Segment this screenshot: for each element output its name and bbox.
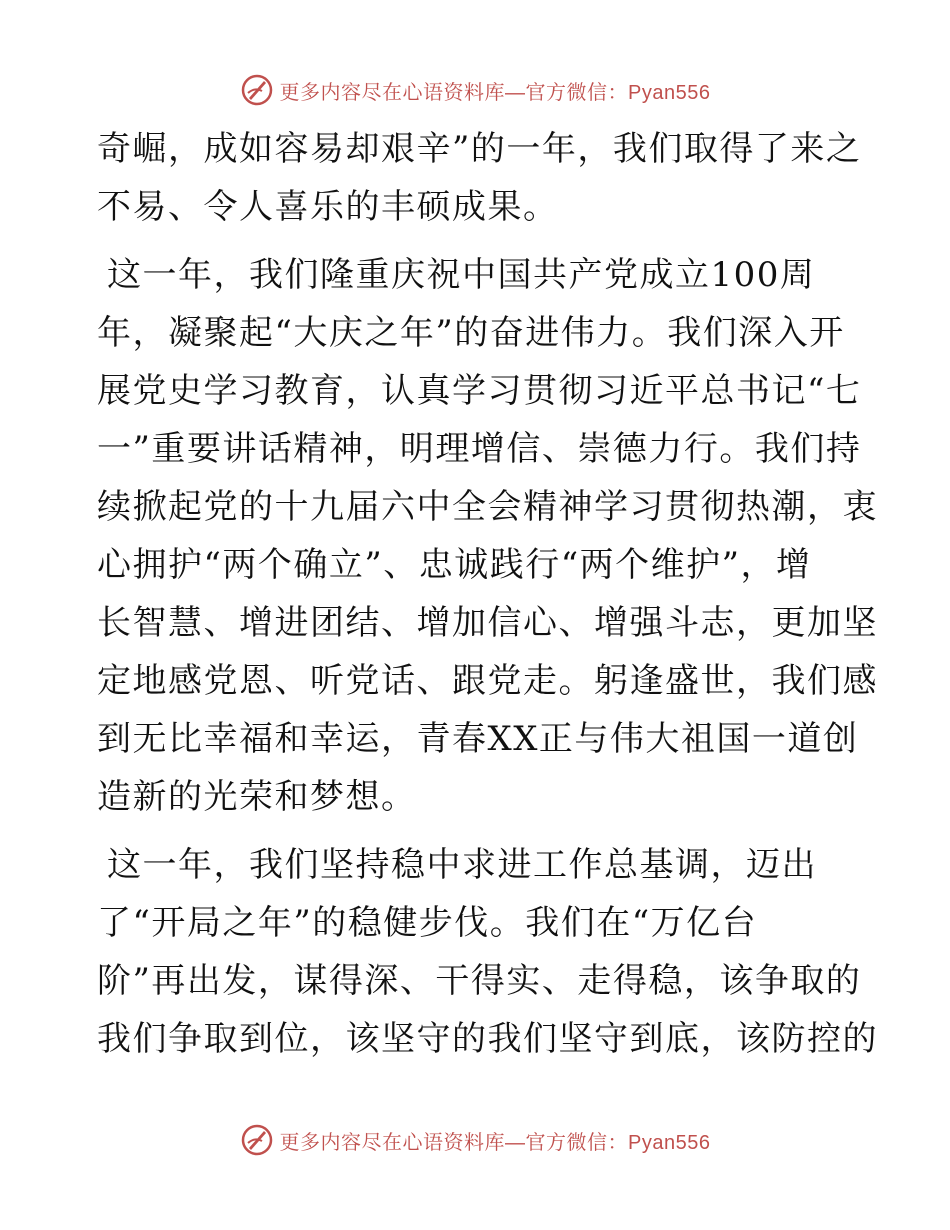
text-line: 续掀起党的十九届六中全会精神学习贯彻热潮，衷 [97,487,878,527]
text-line: 长智慧、增进团结、增加信心、增强斗志，更加坚 [97,603,878,643]
paragraph-3 [97,836,878,1068]
text-line: 了“开局之年”的稳健步伐。我们在“万亿台 [97,903,758,943]
watermark-text: 更多内容尽在心语资料库—官方微信：Pyan556 [279,1131,711,1154]
text-line: 不易、令人喜乐的丰硕成果。 [97,187,559,227]
text-line: 我们争取到位，该坚守的我们坚守到底，该防控的 [97,1019,878,1059]
document-body [97,120,878,1078]
watermark-text: 更多内容尽在心语资料库—官方微信：Pyan556 [279,81,711,104]
text-line: 奇崛，成如容易却艰辛”的一年，我们取得了来之 [97,129,862,169]
text-line: 心拥护“两个确立”、忠诚践行“两个维护”，增 [97,545,812,585]
red-quill-logo-icon [240,73,274,107]
text-line: 展党史学习教育，认真学习贯彻习近平总书记“七 [97,371,862,411]
text-line: 定地感党恩、听党话、跟党走。躬逢盛世，我们感 [97,661,878,701]
text-line: 这一年，我们坚持稳中求进工作总基调，迈出 [107,845,817,885]
paragraph-1 [97,120,862,236]
paragraph-2 [97,246,878,826]
text-line: 一”重要讲话精神，明理增信、崇德力行。我们持 [97,429,862,469]
text-line: 这一年，我们隆重庆祝中国共产党成立100周 [107,255,816,295]
text-line: 阶”再出发，谋得深、干得实、走得稳，该争取的 [97,961,862,1001]
text-line: 到无比幸福和幸运，青春XX正与伟大祖国一道创 [97,719,859,759]
text-line: 年，凝聚起“大庆之年”的奋进伟力。我们深入开 [97,313,845,353]
footer-watermark [0,1120,950,1160]
text-line: 造新的光荣和梦想。 [97,777,417,817]
header-watermark [0,70,950,110]
red-quill-logo-icon [240,1123,274,1157]
